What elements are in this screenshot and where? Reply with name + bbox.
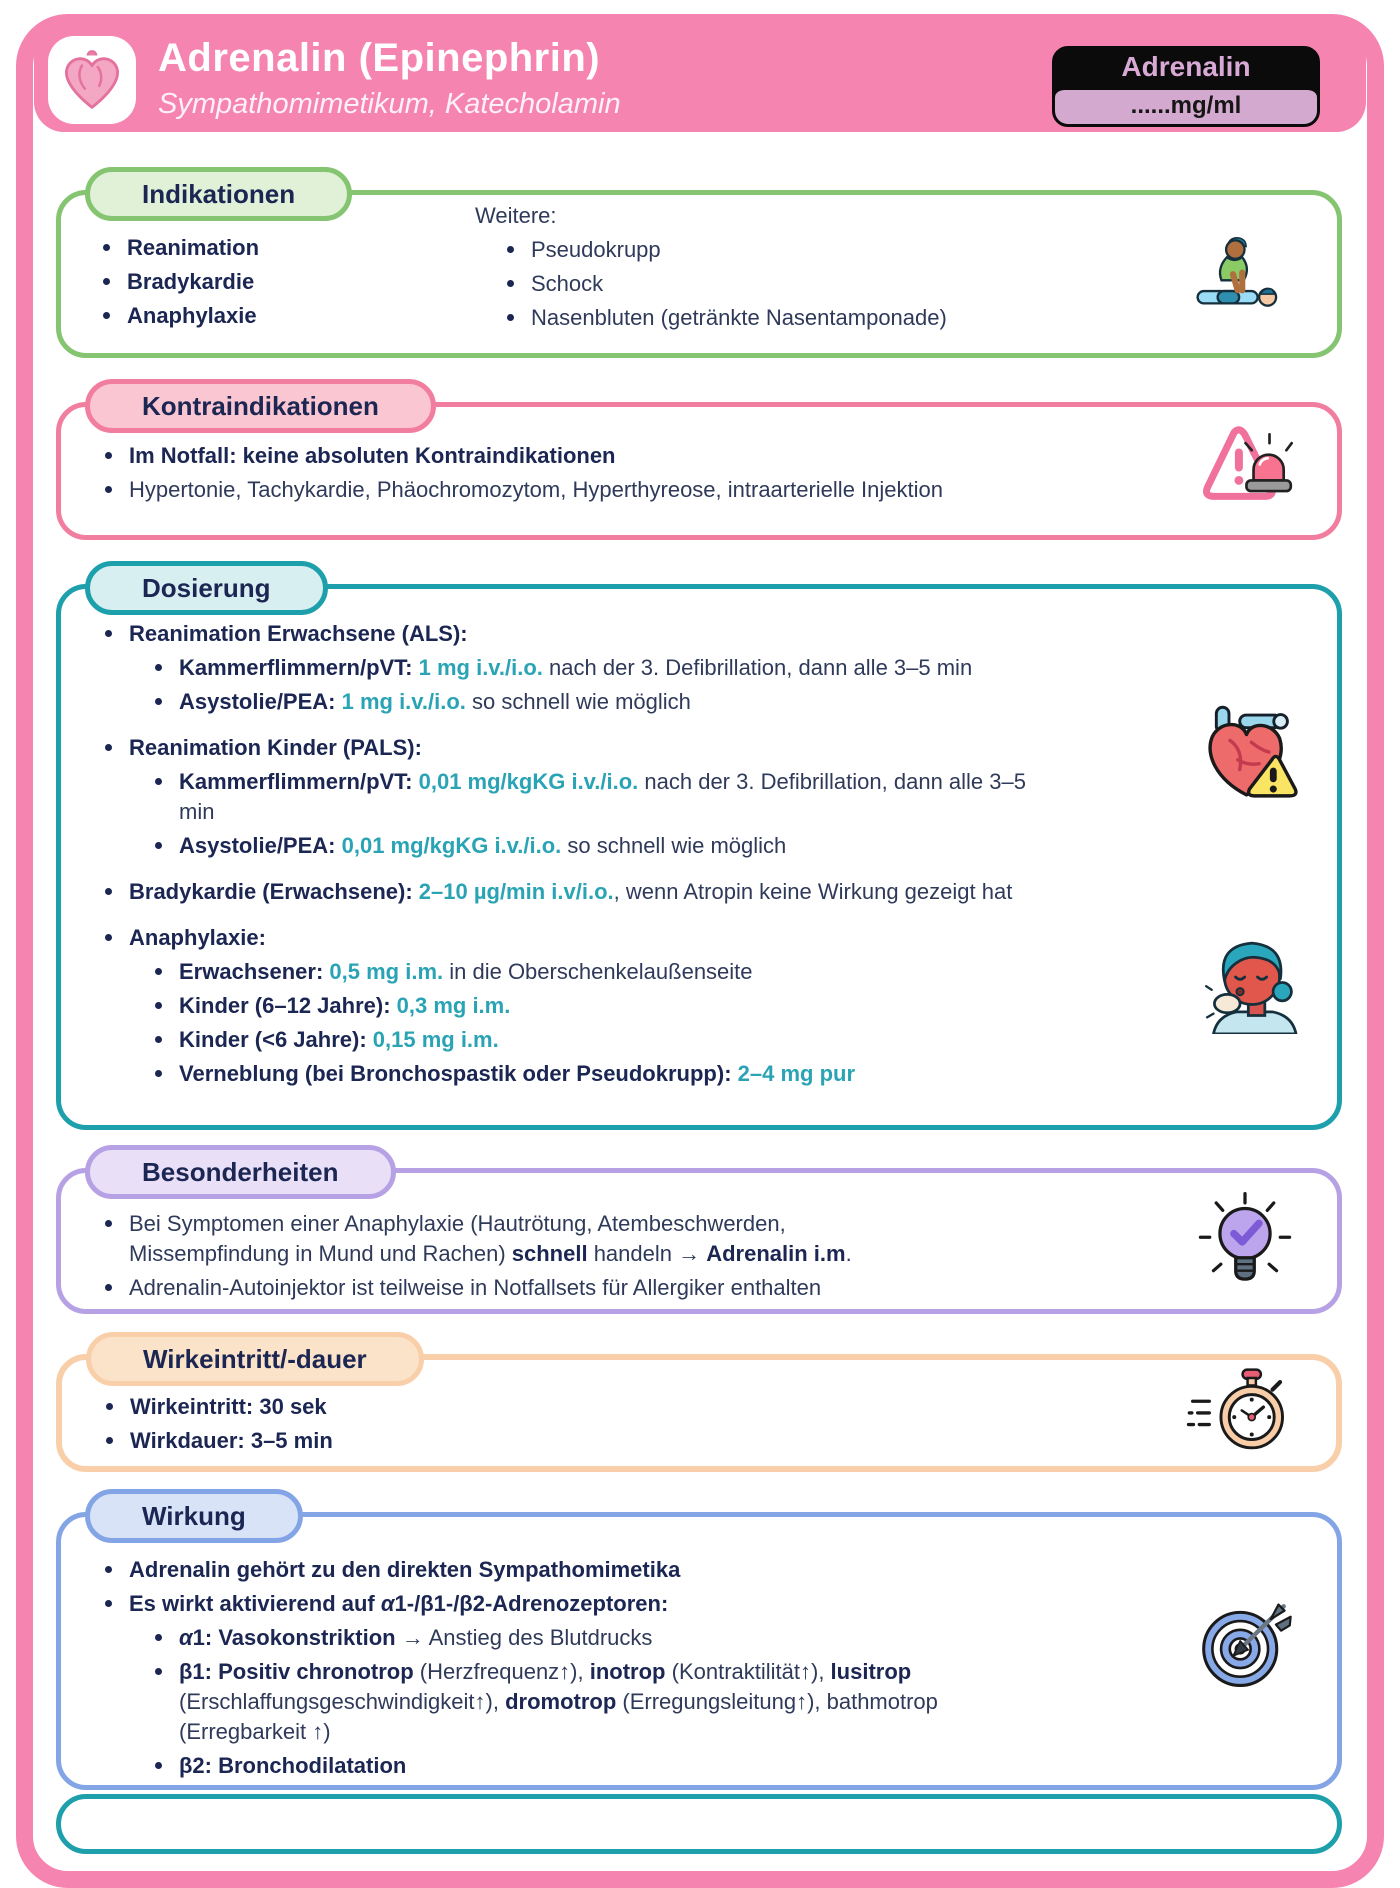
list-item: Kammerflimmern/pVT: 1 mg i.v./i.o. nach der 3. Defibrillation, dann alle 3–5 min — [141, 653, 1059, 683]
list-item: Es wirkt aktivierend auf α1-/β1-/β2-Adrenozeptoren: — [91, 1589, 1029, 1619]
list-item: Erwachsener: 0,5 mg i.m. in die Oberschenkelaußenseite — [141, 957, 1059, 987]
heart-icon — [56, 44, 128, 116]
sneezing-person-icon — [1197, 931, 1307, 1034]
wirkeintritt-list — [92, 1392, 992, 1456]
list-item: Verneblung (bei Bronchospastik oder Pseudokrupp): 2–4 mg pur — [141, 1059, 1059, 1089]
section-indikationen — [56, 178, 1342, 358]
header — [34, 28, 1366, 132]
list-item: Im Notfall: keine absoluten Kontraindikationen — [91, 441, 951, 471]
wirkung-list — [91, 1555, 1029, 1781]
list-item: Kinder (<6 Jahre): 0,15 mg i.m. — [141, 1025, 1059, 1055]
vial-drug-name: Adrenalin — [1055, 49, 1317, 87]
section-besonderheiten — [56, 1156, 1342, 1314]
list-item: Wirkeintritt: 30 sek — [92, 1392, 992, 1422]
section-title: Besonderheiten — [142, 1156, 339, 1187]
list-item: Pseudokrupp — [493, 235, 1115, 265]
list-item: Reanimation Kinder (PALS): — [91, 733, 1059, 763]
list-item: Anaphylaxie — [89, 301, 449, 331]
list-item: Reanimation Erwachsene (ALS): — [91, 619, 1059, 649]
list-item: Anaphylaxie: — [91, 923, 1059, 953]
section-title: Kontraindikationen — [142, 390, 379, 421]
list-item: Bradykardie — [89, 267, 449, 297]
vial-dose-placeholder: ......mg/ml — [1055, 87, 1317, 124]
heart-alert-icon — [1191, 699, 1303, 809]
page-title: Adrenalin (Epinephrin) — [158, 36, 601, 80]
stopwatch-icon — [1186, 1366, 1290, 1454]
section-title: Indikationen — [142, 178, 296, 209]
section-title-pill — [86, 1332, 424, 1386]
section-title-pill — [85, 1145, 396, 1199]
warning-siren-icon — [1195, 423, 1297, 513]
cpr-icon — [1193, 229, 1293, 317]
lightbulb-check-icon — [1193, 1189, 1297, 1293]
section-title-pill — [85, 561, 328, 615]
list-item: Asystolie/PEA: 0,01 mg/kgKG i.v./i.o. so schnell wie möglich — [141, 831, 1059, 861]
list-item: Bradykardie (Erwachsene): 2–10 µg/min i.v/i.o., wenn Atropin keine Wirkung gezeigt hat — [91, 877, 1059, 907]
list-item: Kammerflimmern/pVT: 0,01 mg/kgKG i.v./i.o. nach der 3. Defibrillation, dann alle 3–5 min — [141, 767, 1059, 827]
list-item: Kinder (6–12 Jahre): 0,3 mg i.m. — [141, 991, 1059, 1021]
section-title: Wirkung — [142, 1500, 246, 1531]
target-arrow-icon — [1195, 1595, 1295, 1695]
kontraindikationen-list — [91, 441, 951, 505]
section-dosierung — [56, 572, 1342, 1130]
list-item: Adrenalin-Autoinjektor ist teilweise in Notfallsets für Allergiker enthalten — [91, 1273, 889, 1303]
indikationen-more-list — [493, 235, 1115, 333]
list-item: Asystolie/PEA: 1 mg i.v./i.o. so schnell wie möglich — [141, 687, 1059, 717]
more-heading: Weitere: — [475, 203, 557, 228]
section-kontraindikationen — [56, 390, 1342, 540]
vial-label — [1052, 46, 1320, 127]
list-item: Wirkdauer: 3–5 min — [92, 1426, 992, 1456]
section-title: Dosierung — [142, 572, 271, 603]
section-title: Wirkeintritt/-dauer — [143, 1343, 367, 1374]
section-title-pill — [85, 379, 436, 433]
section-wirkung — [56, 1500, 1342, 1790]
list-item: α1: Vasokonstriktion → Anstieg des Blutdrucks — [141, 1623, 1029, 1653]
section-title-pill — [85, 1489, 303, 1543]
list-item: β1: Positiv chronotrop (Herzfrequenz↑), inotrop (Kontraktilität↑), lusitrop (Erschlaffungsgeschwindigkeit↑), dromotrop (Erregungsleitung↑), bathmotrop (Erregbarkeit ↑) — [141, 1657, 1029, 1747]
dosierung-list — [91, 619, 1059, 1089]
list-item: β2: Bronchodilatation — [141, 1751, 1029, 1781]
list-item: Adrenalin gehört zu den direkten Sympathomimetika — [91, 1555, 1029, 1585]
section-wirkeintritt — [56, 1343, 1342, 1472]
list-item: Hypertonie, Tachykardie, Phäochromozytom, Hyperthyreose, intraarterielle Injektion — [91, 475, 951, 505]
list-item: Reanimation — [89, 233, 449, 263]
besonderheiten-list — [91, 1209, 889, 1303]
section-title-pill — [85, 167, 352, 221]
list-item: Schock — [493, 269, 1115, 299]
heart-badge — [48, 36, 136, 124]
indikationen-more — [475, 201, 1115, 333]
page-subtitle: Sympathomimetikum, Katecholamin — [158, 88, 621, 120]
section-next-cutoff — [56, 1794, 1342, 1854]
list-item: Nasenbluten (getränkte Nasentamponade) — [493, 303, 1115, 333]
indikationen-list — [89, 229, 449, 331]
list-item: Bei Symptomen einer Anaphylaxie (Hautrötung, Atembeschwerden, Missempfindung in Mund und Rachen) schnell handeln → Adrenalin i.m. — [91, 1209, 889, 1269]
